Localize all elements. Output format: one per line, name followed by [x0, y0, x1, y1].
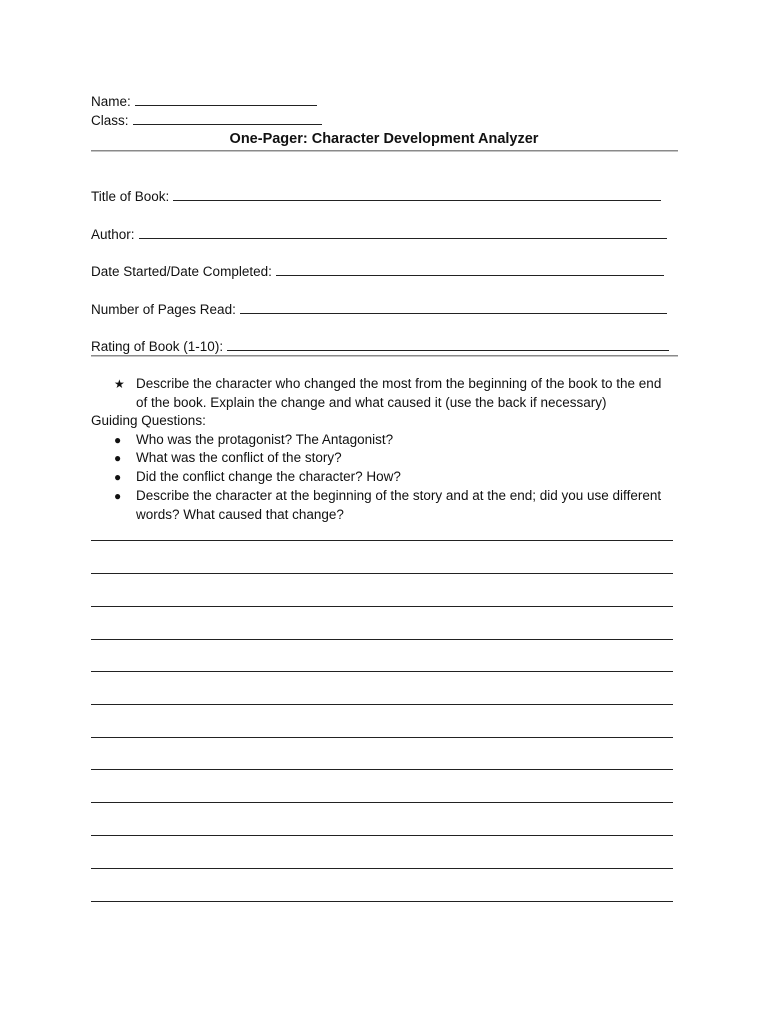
- dates-label: Date Started/Date Completed:: [91, 264, 272, 279]
- answer-line[interactable]: [91, 704, 673, 705]
- answer-line[interactable]: [91, 802, 673, 803]
- question-1: Who was the protagonist? The Antagonist?: [136, 432, 394, 447]
- bullet-icon: ●: [114, 451, 122, 465]
- rating-field[interactable]: [227, 337, 669, 351]
- answer-line[interactable]: [91, 606, 673, 607]
- class-row: [91, 111, 322, 130]
- book-title-label: Title of Book:: [91, 189, 170, 204]
- header-divider: [91, 150, 678, 152]
- class-label: Class:: [91, 113, 129, 128]
- page-title: One-Pager: Character Development Analyzer: [229, 131, 539, 147]
- prompt-line-1: Describe the character who changed the most from the beginning of the book to the end: [136, 376, 662, 391]
- name-field[interactable]: [135, 92, 317, 106]
- answer-line[interactable]: [91, 671, 673, 672]
- star-icon: ★: [114, 377, 125, 391]
- book-title-row: [91, 187, 661, 206]
- answer-line[interactable]: [91, 639, 673, 640]
- question-2: What was the conflict of the story?: [136, 450, 342, 465]
- answer-line[interactable]: [91, 835, 673, 836]
- name-label: Name:: [91, 94, 131, 109]
- guiding-questions-heading: Guiding Questions:: [91, 413, 206, 428]
- bullet-icon: ●: [114, 489, 122, 503]
- question-4: Describe the character at the beginning of the story and at the end; did you use different: [136, 488, 662, 503]
- question-4-continued: words? What caused that change?: [136, 507, 344, 522]
- pages-read-row: [91, 300, 667, 319]
- name-row: [91, 92, 317, 111]
- answer-line[interactable]: [91, 737, 673, 738]
- prompt-line-2: of the book. Explain the change and what caused it (use the back if necessary): [136, 395, 607, 410]
- pages-read-field[interactable]: [240, 300, 667, 314]
- author-field[interactable]: [139, 225, 667, 239]
- answer-line[interactable]: [91, 901, 673, 902]
- dates-row: [91, 262, 664, 281]
- rating-row: [91, 337, 669, 356]
- fields-divider: [91, 355, 678, 357]
- dates-field[interactable]: [276, 262, 664, 276]
- answer-line[interactable]: [91, 573, 673, 574]
- answer-line[interactable]: [91, 540, 673, 541]
- class-field[interactable]: [133, 111, 322, 125]
- book-title-field[interactable]: [173, 187, 661, 201]
- question-3: Did the conflict change the character? How?: [136, 469, 401, 484]
- author-row: [91, 225, 667, 244]
- answer-line[interactable]: [91, 868, 673, 869]
- bullet-icon: ●: [114, 470, 122, 484]
- author-label: Author:: [91, 227, 135, 242]
- pages-read-label: Number of Pages Read:: [91, 302, 236, 317]
- answer-line[interactable]: [91, 769, 673, 770]
- rating-label: Rating of Book (1-10):: [91, 339, 224, 354]
- bullet-icon: ●: [114, 433, 122, 447]
